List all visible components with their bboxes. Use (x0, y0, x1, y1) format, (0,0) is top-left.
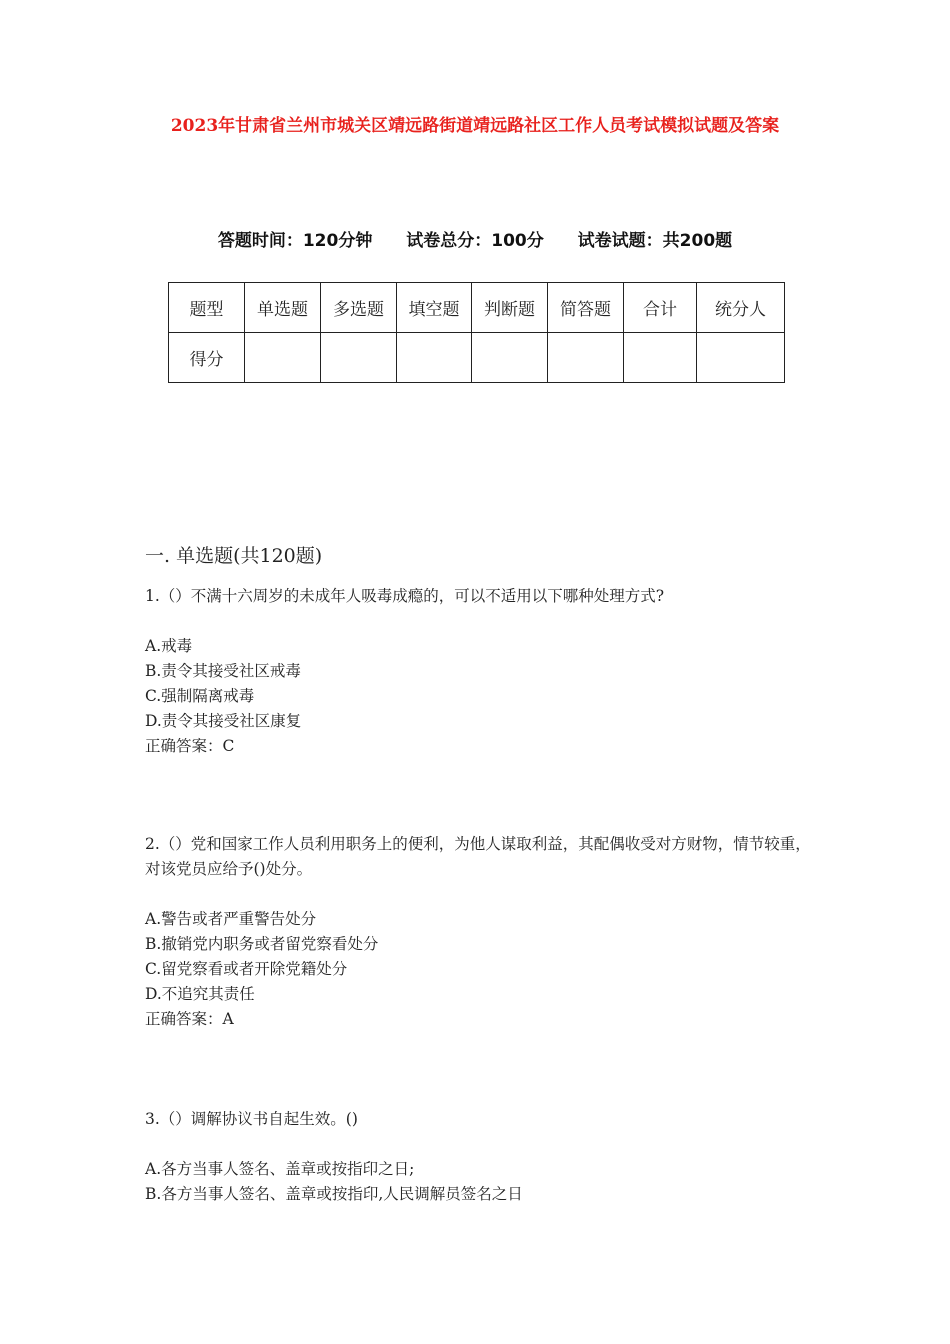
option-b: B.责令其接受社区戒毒 (145, 662, 301, 680)
exam-time: 答题时间：120分钟 (217, 231, 373, 251)
exam-question-count: 试卷试题：共200题 (577, 231, 733, 251)
correct-answer: 正确答案：C (145, 737, 235, 755)
header-cell: 统分人 (697, 283, 785, 333)
header-cell: 填空题 (397, 283, 472, 333)
score-cell (548, 333, 624, 383)
score-cell (472, 333, 548, 383)
question-3 (145, 1107, 815, 1207)
score-cell (397, 333, 472, 383)
score-cell (321, 333, 397, 383)
score-cell (697, 333, 785, 383)
document-title: 2023年甘肃省兰州市城关区靖远路街道靖远路社区工作人员考试模拟试题及答案 (170, 116, 780, 136)
score-table-header-row (169, 283, 785, 333)
exam-total-score: 试卷总分：100分 (406, 231, 544, 251)
option-a: A.警告或者严重警告处分 (145, 910, 317, 928)
header-cell: 判断题 (472, 283, 548, 333)
option-a: A.各方当事人签名、盖章或按指印之日; (145, 1160, 415, 1178)
question-stem: 2.（）党和国家工作人员利用职务上的便利，为他人谋取利益，其配偶收受对方财物，情节较重，对该党员应给予()处分。 (145, 835, 811, 878)
option-c: C.留党察看或者开除党籍处分 (145, 960, 348, 978)
score-table-score-row (169, 333, 785, 383)
question-stem: 3.（）调解协议书自起生效。() (145, 1110, 358, 1128)
row-label-cell: 得分 (169, 333, 245, 383)
option-b: B.各方当事人签名、盖章或按指印,人民调解员签名之日 (145, 1185, 523, 1203)
option-a: A.戒毒 (145, 637, 193, 655)
header-cell: 多选题 (321, 283, 397, 333)
option-c: C.强制隔离戒毒 (145, 687, 255, 705)
option-d: D.责令其接受社区康复 (145, 712, 302, 730)
header-cell: 题型 (169, 283, 245, 333)
option-d: D.不追究其责任 (145, 985, 255, 1003)
exam-meta (0, 226, 950, 251)
section-heading: 一. 单选题(共120题) (145, 545, 323, 567)
question-stem: 1.（）不满十六周岁的未成年人吸毒成瘾的，可以不适用以下哪种处理方式? (145, 587, 665, 605)
score-cell (245, 333, 321, 383)
score-cell (624, 333, 697, 383)
header-cell: 简答题 (548, 283, 624, 333)
score-table (168, 282, 785, 383)
header-cell: 单选题 (245, 283, 321, 333)
correct-answer: 正确答案：A (145, 1010, 234, 1028)
question-2 (145, 832, 815, 1032)
question-1 (145, 584, 815, 759)
header-cell: 合计 (624, 283, 697, 333)
option-b: B.撤销党内职务或者留党察看处分 (145, 935, 379, 953)
